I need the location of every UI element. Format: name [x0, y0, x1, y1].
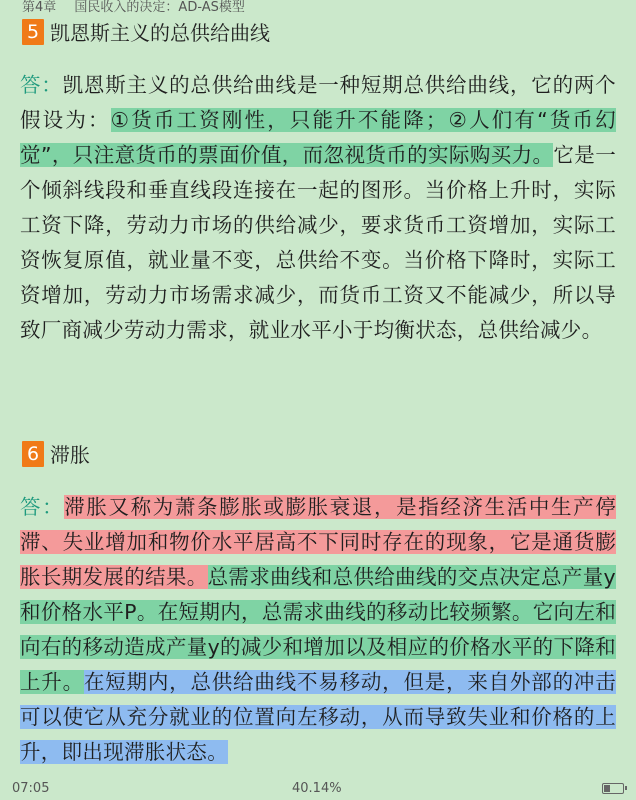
section-6-heading	[22, 439, 90, 468]
battery-icon	[602, 783, 624, 794]
chapter-number: 第4章	[22, 0, 57, 15]
section-5-answer	[20, 68, 616, 348]
section-6-highlight-supply: 在短期内，总供给曲线不易移动，但是，来自外部的冲击可以使它从充分就业的位置向左移动，从而导致失业和价格的上升，即出现滞胀状态。	[20, 670, 617, 764]
chapter-header	[22, 0, 245, 16]
section-6-answer	[20, 490, 616, 770]
reading-progress: 40.14%	[292, 781, 342, 796]
section-6-answer-label: 答：	[20, 495, 65, 519]
section-5-title: 凯恩斯主义的总供给曲线	[50, 21, 270, 45]
section-5-answer-label: 答：	[20, 73, 63, 97]
section-5-intro-text: 凯恩斯主义的总供给曲线是一种短期总供给曲线，它的两个假设为：	[20, 73, 616, 132]
section-5-number-badge: 5	[22, 19, 44, 45]
clock-time: 07:05	[12, 781, 50, 796]
section-5-heading	[22, 17, 270, 46]
section-6-number-badge: 6	[22, 441, 44, 467]
section-6-highlight-demand: 总需求曲线和总供给曲线的交点决定总产量y和价格水平P。在短期内，总需求曲线的移动比较频繁。它向左和向右的移动造成产量y的减少和增加以及相应的价格水平的下降和上升。	[20, 565, 616, 694]
battery-level-fill	[604, 785, 610, 792]
section-6-highlight-definition: 滞胀又称为萧条膨胀或膨胀衰退，是指经济生活中生产停滞、失业增加和物价水平居高不下同时存在的现象，它是通货膨胀长期发展的结果。	[20, 495, 616, 589]
section-6-title: 滞胀	[50, 443, 90, 467]
chapter-title: 国民收入的决定：AD-AS模型	[74, 0, 245, 15]
section-5-highlight-assumptions: ①货币工资刚性，只能升不能降；②人们有“货币幻觉”，只注意货币的票面价值，而忽视货币的实际购买力。	[20, 108, 616, 167]
section-5-body-text: 它是一个倾斜线段和垂直线段连接在一起的图形。当价格上升时，实际工资下降，劳动力市场的供给减少，要求货币工资增加，实际工资恢复原值，就业量不变，总供给不变。当价格下降时，实际工资增加，劳动力市场需求减少，而货币工资又不能减少，所以导致厂商减少劳动力需求，就业水平小于均衡状态，总供给减少。	[20, 143, 616, 342]
